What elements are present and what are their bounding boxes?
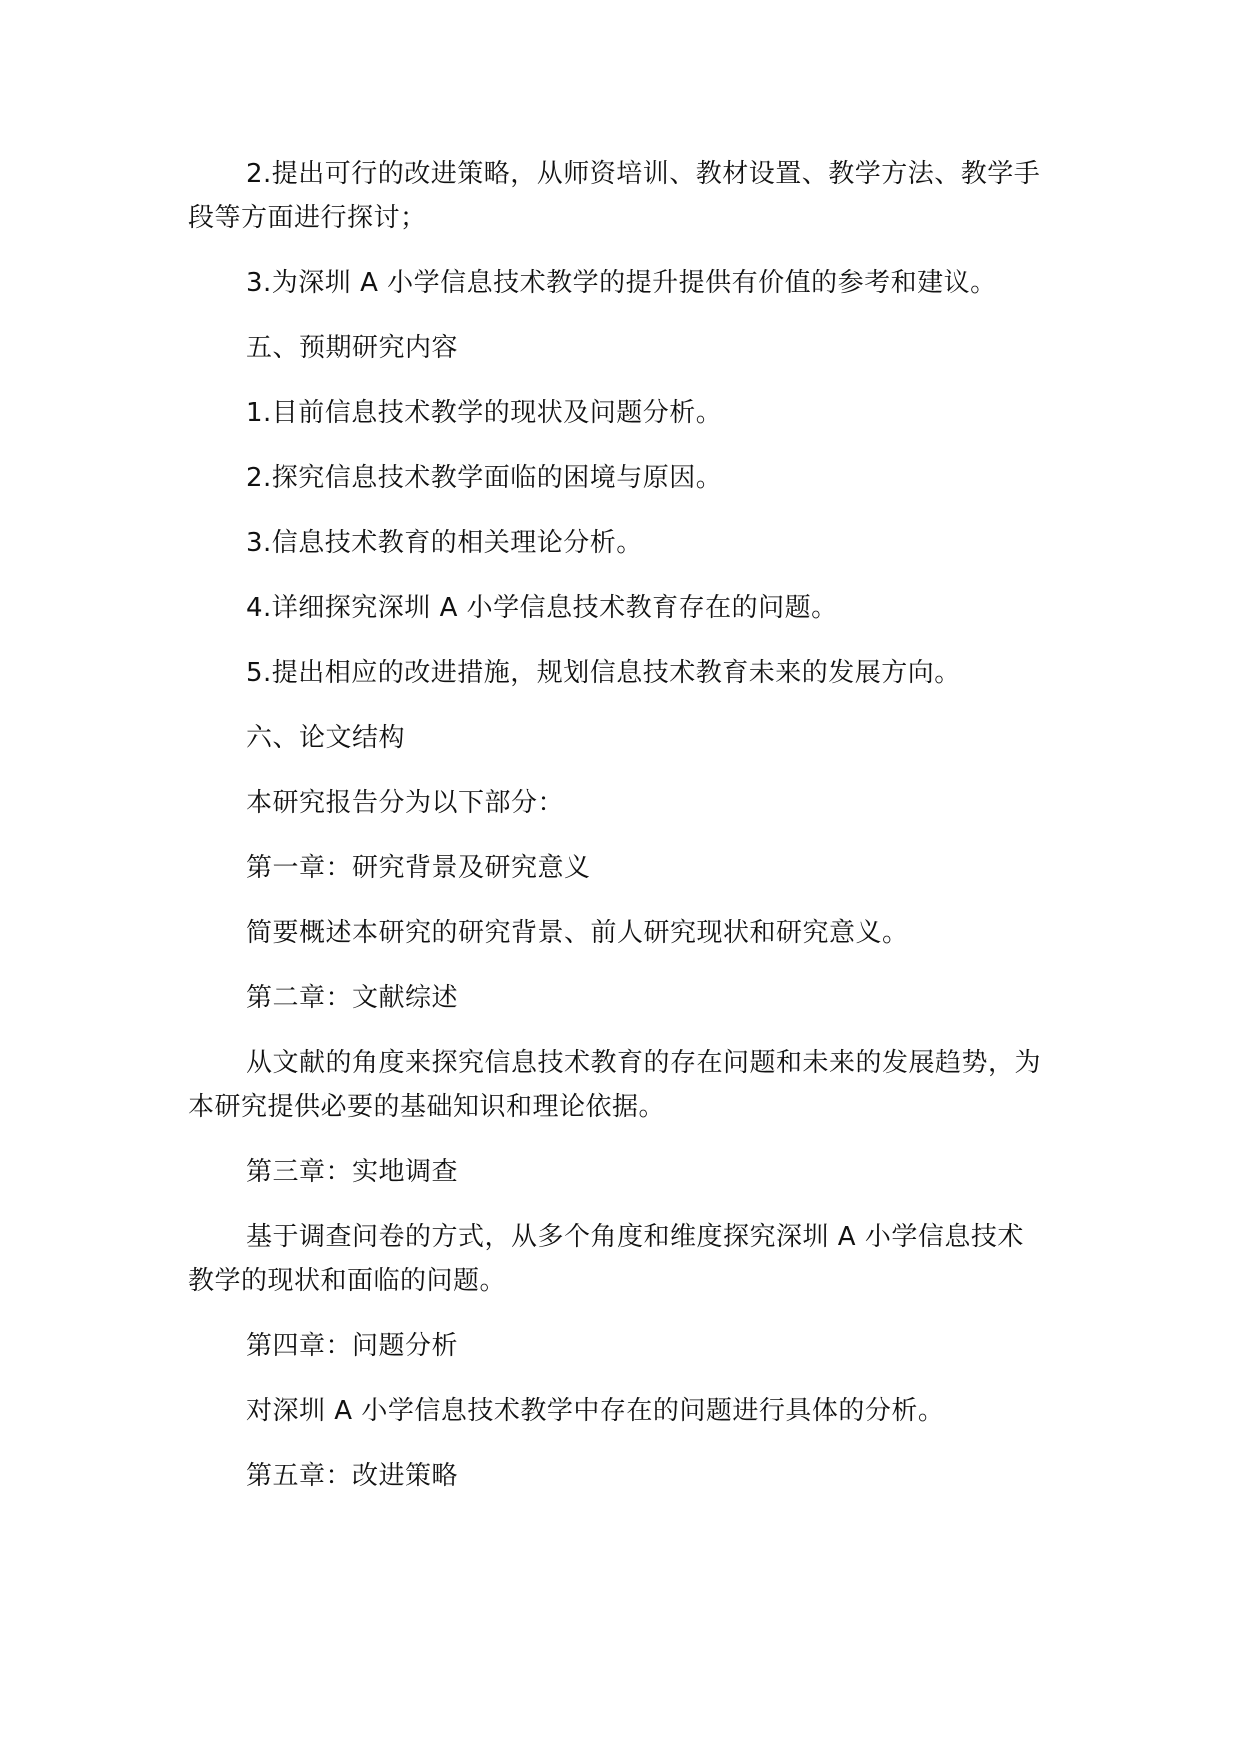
chapter-2-title: 第二章：文献综述 — [246, 983, 459, 1013]
content-item-4: 4.详细探究深圳 A 小学信息技术教育存在的问题。 — [246, 593, 838, 623]
section-heading-expected-content: 五、预期研究内容 — [246, 333, 459, 363]
content-item-2: 2.探究信息技术教学面临的困境与原因。 — [246, 463, 723, 493]
section-heading-thesis-structure: 六、论文结构 — [246, 723, 406, 753]
objective-item-3: 3.为深圳 A 小学信息技术教学的提升提供有价值的参考和建议。 — [246, 268, 997, 298]
objective-item-2: 2.提出可行的改进策略，从师资培训、教材设置、教学方法、教学手段等方面进行探讨； — [188, 159, 1041, 233]
structure-intro: 本研究报告分为以下部分： — [246, 788, 565, 818]
chapter-1-title: 第一章：研究背景及研究意义 — [246, 853, 591, 883]
chapter-1-description: 简要概述本研究的研究背景、前人研究现状和研究意义。 — [246, 918, 909, 948]
chapter-2-description: 从文献的角度来探究信息技术教育的存在问题和未来的发展趋势，为本研究提供必要的基础知识和理论依据。 — [188, 1048, 1042, 1122]
content-item-1: 1.目前信息技术教学的现状及问题分析。 — [246, 398, 723, 428]
chapter-4-title: 第四章：问题分析 — [246, 1331, 459, 1361]
chapter-4-description: 对深圳 A 小学信息技术教学中存在的问题进行具体的分析。 — [246, 1396, 945, 1426]
content-item-5: 5.提出相应的改进措施，规划信息技术教育未来的发展方向。 — [246, 658, 961, 688]
chapter-3-title: 第三章：实地调查 — [246, 1157, 459, 1187]
chapter-3-description: 基于调查问卷的方式，从多个角度和维度探究深圳 A 小学信息技术教学的现状和面临的问题。 — [188, 1222, 1024, 1296]
chapter-5-title: 第五章：改进策略 — [246, 1461, 459, 1491]
content-item-3: 3.信息技术教育的相关理论分析。 — [246, 528, 643, 558]
document-body — [188, 152, 1048, 1519]
